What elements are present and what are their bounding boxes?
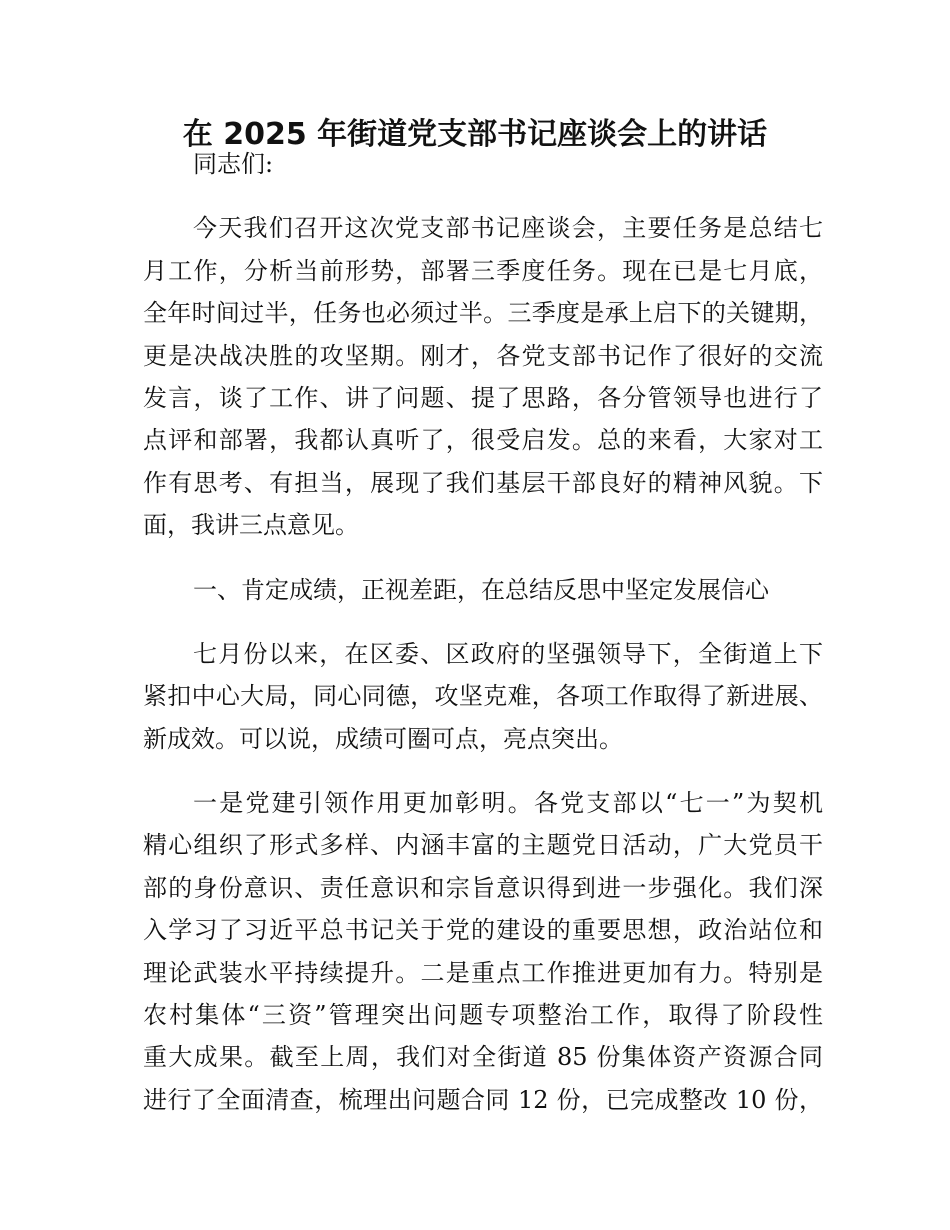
paragraph-achievements — [143, 633, 823, 760]
paragraph-opening — [143, 207, 823, 546]
paragraph-line: 今天我们召开这次党支部书记座谈会，主要任务是总结七 — [193, 214, 823, 243]
paragraph-line: 发言，谈了工作、讲了问题、提了思路，各分管领导也进行了 — [143, 383, 823, 412]
paragraph-line: 更是决战决胜的攻坚期。刚才，各党支部书记作了很好的交流 — [143, 341, 823, 370]
paragraph-gap — [143, 611, 823, 633]
document-body — [143, 143, 823, 1121]
salutation: 同志们: — [193, 150, 274, 178]
paragraph-line: 面，我讲三点意见。 — [143, 511, 359, 540]
paragraph-line: 新成效。可以说，成绩可圈可点，亮点突出。 — [143, 724, 623, 753]
paragraph-gap — [143, 547, 823, 569]
paragraph-line: 进行了全面清查，梳理出问题合同 12 份，已完成整改 10 份， — [143, 1085, 823, 1114]
paragraph-gap — [143, 760, 823, 782]
paragraph-gap — [143, 185, 823, 207]
section-heading-1 — [143, 569, 823, 611]
paragraph-line: 部的身份意识、责任意识和宗旨意识得到进一步强化。我们深 — [143, 873, 823, 902]
paragraph-line: 紧扣中心大局，同心同德，攻坚克难，各项工作取得了新进展、 — [143, 682, 823, 711]
paragraph-line: 月工作，分析当前形势，部署三季度任务。现在已是七月底， — [143, 256, 823, 285]
paragraph-line: 理论武装水平持续提升。二是重点工作推进更加有力。特别是 — [143, 958, 823, 987]
paragraph-line: 全年时间过半，任务也必须过半。三季度是承上启下的关键期， — [143, 299, 823, 328]
document-title: 在 2025 年街道党支部书记座谈会上的讲话 — [182, 117, 768, 152]
paragraph-line: 入学习了习近平总书记关于党的建设的重要思想，政治站位和 — [143, 916, 823, 945]
paragraph-line: 重大成果。截至上周，我们对全街道 85 份集体资产资源合同 — [143, 1043, 823, 1072]
paragraph-line: 作有思考、有担当，展现了我们基层干部良好的精神风貌。下 — [143, 468, 823, 497]
paragraph-details — [143, 782, 823, 1121]
paragraph-line: 七月份以来，在区委、区政府的坚强领导下，全街道上下 — [193, 639, 823, 668]
paragraph-line: 农村集体“三资”管理突出问题专项整治工作，取得了阶段性 — [143, 1001, 823, 1030]
paragraph-line: 点评和部署，我都认真听了，很受启发。总的来看，大家对工 — [143, 426, 823, 455]
paragraph-line: 一是党建引领作用更加彰明。各党支部以“七一”为契机 — [193, 789, 823, 818]
paragraph-line: 精心组织了形式多样、内涵丰富的主题党日活动，广大党员干 — [143, 831, 823, 860]
section-heading-text: 一、肯定成绩，正视差距，在总结反思中坚定发展信心 — [193, 575, 769, 604]
